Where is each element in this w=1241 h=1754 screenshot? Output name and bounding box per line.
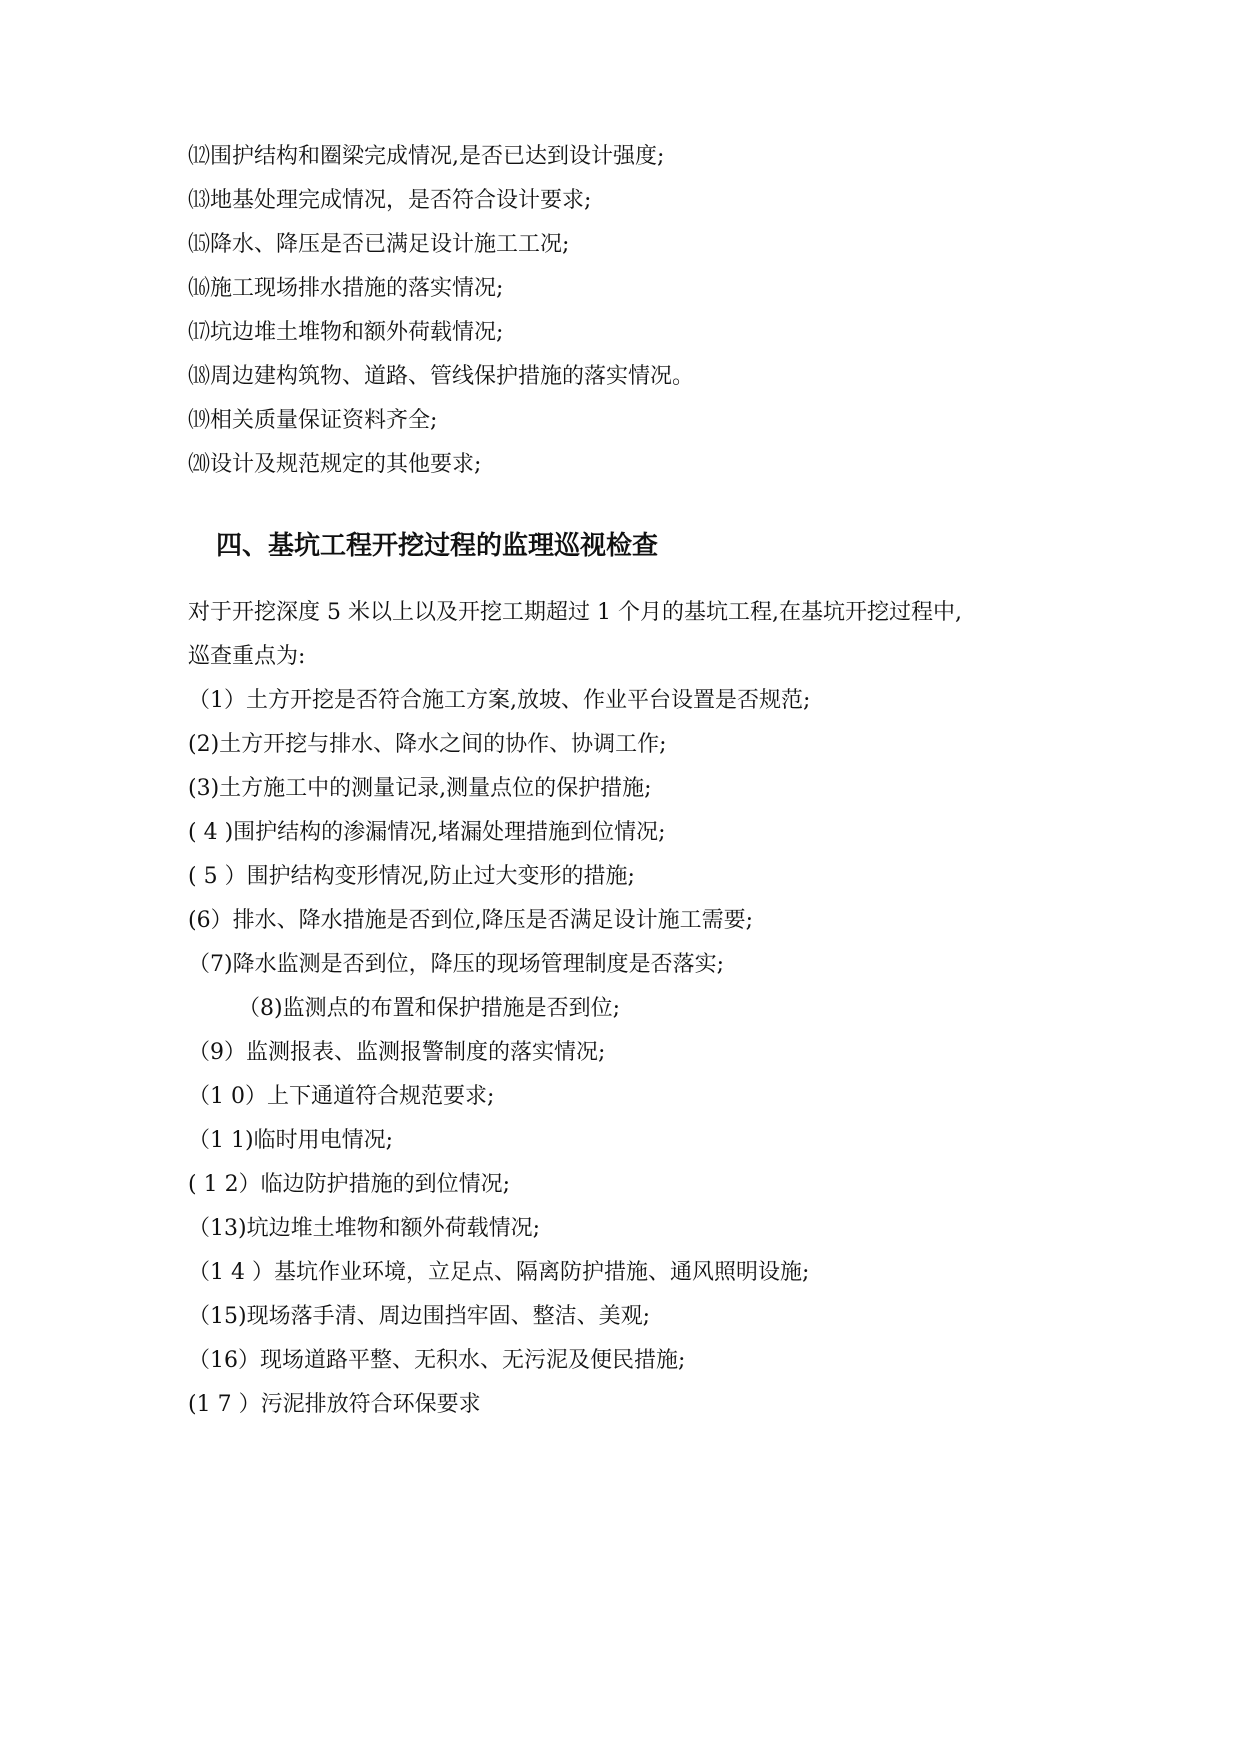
inspection-item-7: （7)降水监测是否到位，降压的现场管理制度是否落实;	[188, 952, 724, 977]
inspection-item-15: （15)现场落手清、周边围挡牢固、整洁、美观;	[188, 1304, 650, 1329]
inspection-item-14: （1 4 ）基坑作业环境，立足点、隔离防护措施、通风照明设施;	[188, 1260, 810, 1285]
inspection-item-3: (3)土方施工中的测量记录,测量点位的保护措施;	[188, 776, 652, 801]
checklist-item-16: ⒃施工现场排水措施的落实情况;	[188, 276, 504, 301]
inspection-item-10: （1 0）上下通道符合规范要求;	[188, 1084, 495, 1109]
inspection-item-2: (2)土方开挖与排水、降水之间的协作、协调工作;	[188, 732, 667, 757]
checklist-item-12: ⑿围护结构和圈梁完成情况,是否已达到设计强度;	[188, 144, 665, 169]
checklist-item-13: ⒀地基处理完成情况，是否符合设计要求;	[188, 188, 592, 213]
intro-paragraph-line-2: 巡查重点为:	[188, 644, 306, 669]
inspection-item-16: （16）现场道路平整、无积水、无污泥及便民措施;	[188, 1348, 686, 1373]
inspection-item-11: （1 1)临时用电情况;	[188, 1128, 393, 1153]
inspection-item-9: （9）监测报表、监测报警制度的落实情况;	[188, 1040, 606, 1065]
checklist-item-18: ⒅周边建构筑物、道路、管线保护措施的落实情况。	[188, 364, 695, 389]
inspection-item-6: (6）排水、降水措施是否到位,降压是否满足设计施工需要;	[188, 908, 753, 933]
checklist-item-15: ⒂降水、降压是否已满足设计施工工况;	[188, 232, 570, 257]
section-heading: 四、基坑工程开挖过程的监理巡视检查	[216, 531, 659, 561]
inspection-item-12: ( 1 2）临边防护措施的到位情况;	[188, 1172, 510, 1197]
inspection-item-17: (1 7 ）污泥排放符合环保要求	[188, 1392, 481, 1417]
inspection-item-8: （8)监测点的布置和保护措施是否到位;	[238, 996, 620, 1021]
inspection-item-13: （13)坑边堆土堆物和额外荷载情况;	[188, 1216, 540, 1241]
intro-paragraph-line-1: 对于开挖深度 5 米以上以及开挖工期超过 1 个月的基坑工程,在基坑开挖过程中,	[188, 600, 962, 625]
inspection-item-5: ( 5 ）围护结构变形情况,防止过大变形的措施;	[188, 864, 635, 889]
checklist-item-19: ⒆相关质量保证资料齐全;	[188, 408, 438, 433]
inspection-item-1: （1）土方开挖是否符合施工方案,放坡、作业平台设置是否规范;	[188, 688, 811, 713]
checklist-item-20: ⒇设计及规范规定的其他要求;	[188, 452, 482, 477]
inspection-item-4: ( 4 )围护结构的渗漏情况,堵漏处理措施到位情况;	[188, 820, 666, 845]
checklist-item-17: ⒄坑边堆土堆物和额外荷载情况;	[188, 320, 504, 345]
